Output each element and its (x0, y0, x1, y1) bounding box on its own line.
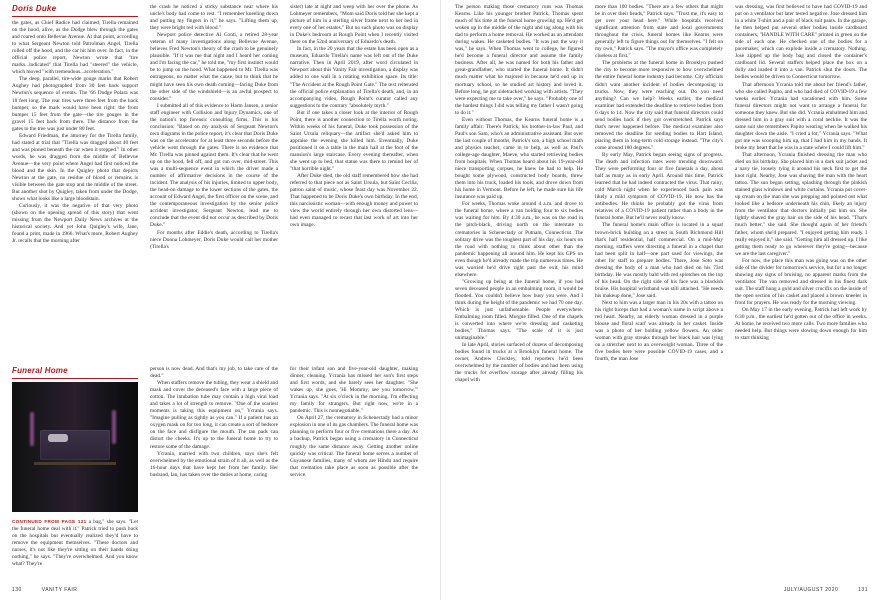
right-col-1 (455, 4, 583, 578)
paragraph: Newport police detective Al Conti, a retired 28-year veteran of many investigations along Bellevue Avenue, believes Fred Newton's theory of the crash to be genuinely plausible. "If it was me that night and I heard her coming and I'm facing the car," he told me, "my first instinct would be to jump on the hood. What happened to Mr. Tirella was outrageous, no matter what the cause, but to think that he might have seen his own death coming—facing Duke from the other side of the windshield—is an awful prospect to consider." (150, 32, 278, 102)
paragraph: Edward Friedman, the attorney for the Tirella family, had stated at trial that "Tirella was dragged about 40 feet and was pinned beneath the car when it stopped." In other words, he was dragged from the middle of Bellevue Avenue—the very point where Angel had first noticed the blood and the skin. In the Quigley photo that depicts Newton at the gate, no residue of blood or remains is visible between the gate stop and the middle of the street. But another shot by Quigley, taken from under the Dodge, shows what looks like a large bloodstain. (12, 132, 138, 203)
light-glow (112, 410, 116, 444)
section-rule (12, 378, 138, 379)
section-rule (12, 16, 138, 17)
paragraph: Next to him was a larger man in his 20s with a tattoo on his right biceps that had a woman's name in script above a red heart. Nearby, an elderly woman dressed in a purple blouse and floral scarf was already in her casket. Inside was a photo of her holding yellow flowers. An older woman with gray streaks through her black hair was lying on a stretcher next to an overweight woman. Three of the five bodies here were possible COVID-19 cases, and a fourth, the man Jose (595, 299, 723, 363)
page-number: 131 (858, 587, 868, 593)
issue-date: JULY/AUGUST 2020 (783, 587, 839, 593)
doris-col-1 (12, 20, 138, 360)
paragraph: The person making those crematory runs was Thomas Kearns. Like his younger brother Patrick, Thomas spent much of his time at the funeral home growing up. He'd get woken up in the middle of the night and tag along with his dad to perform a home removal. He worked as an attendant during wakes. He casketed bodies. "It was just the way it was," he says. When Thomas went to college, he figured he'd become a funeral director and assume the family business. After all, he was named for both his father and great-grandfather, who started the funeral home. It didn't much matter what he majored in because he'd end up in mortuary school, so he studied art history and loved it. Before long, he got sidetracked working with artists. "They were expecting me to take over," he says. "Probably one of the hardest things I did was telling my father I wasn't going to do it." (455, 4, 583, 116)
paragraph: for their infant son and five-year-old daughter, making dinner, cleaning. Ycrania has missed her son's first steps and first words, and she barely sees her daughter. "She wakes up, she goes, 'Hi Mommy, see you tomorrow,'" Ycrania says. "At six o'clock in the morning. I'm effecting my family for strangers. But right now, we're in a pandemic. This is nonnegotiable." (290, 366, 418, 415)
paragraph: For weeks, Thomas woke around 4 a.m. and drove to the funeral home, where a van holding four to six bodies was waiting for him. By 4:30 a.m., he was on the road in the pitch-black, driving north on the interstate to crematories in Schenectady or Putnam, Connecticut. The solitary drive was the toughest part of his day, six hours on the road with nothing to think about other than the pandemic happening all around him. He kept his GPS on even though he'd already made the trip numerous times. He was worried he'd drive right past the exit, his mind elsewhere. (455, 201, 583, 278)
right-col-3 (735, 4, 867, 578)
paragraph: The problems at the funeral home in Brooklyn pushed the city to become more responsive to how overwhelmed the entire funeral home industry had become. City officials didn't want another incident of bodies decomposing in trucks. Now, they were reaching out. Do you need anything? Can we help? Weeks earlier, the medical examiner had extended the deadline to retrieve bodies from 6 days to 14. Now the city said that funeral directors could send bodies back if they got overstretched. Patrick says that's never happened before. The medical examiner also removed the deadline for sending bodies to Hart Island, placing them in long-term cold storage instead. "The city's come around 180 degrees." (595, 60, 723, 151)
paragraph-text: "Let the funeral home deal with it." Patrick tried to push back on the hospitals but eventually realized they'd have to remove the equipment themselves. "These doctors and nurses, it's not like they're sitting on their hands doing nothing," he says. "They're overwhelmed. And you know what? They're (12, 519, 138, 568)
paragraph: For months after Eddie's death, according to Tirella's niece Donna Lohmeyer, Doris Duke would call her mother (Tirella's (150, 229, 278, 250)
paragraph: In late April, stories surfaced of dozens of decomposing bodies found in trucks at a Brooklyn funeral home. The owner, Andrew Cleckley, told reporters he'd been overwhelmed by the number of bodies and had been using the trucks for overflow storage after already filling his chapel with (455, 342, 583, 384)
paragraph: more than 100 bodies. "There are a few others that might be in over their heads," Patrick says. "Trust me, it's easy to get over your head here." While hospitals received significant attention from state and local governments throughout the crisis, funeral homes like Kearns were generally left to figure things out for themselves. "I felt on my own," Patrick says. "The mayor's office was completely clueless at first." (595, 4, 723, 60)
paragraph: Even without Thomas, the Kearns funeral home is a family affair: There's Patrick, his brother-in-law Paul, and Paul's son Sam, who's an administrative assistant. But over the last couple of months, Patrick's son, a high school math and physics teacher, came in to help, as well as Paul's college-age daughter, Maeve, who started retrieving bodies from hospitals. When Thomas heard about his 19-year-old niece transporting corpses, he knew he had to help. He bought some plywood, constructed body boards, threw them into his truck, loaded his tools, and drove down from his home in Vermont. Before he left, he made sure his life insurance was paid up. (455, 116, 583, 201)
left-folio (12, 587, 77, 593)
paragraph: Curiously, it was the negative of that very photo (shown on the opening spread of this story) that went missing from the Newport Daily News archives at the historical society. And yet John Quigley's wife, Jane, found a print, made in 1966. What's more, Robert Aughey Jr. recalls that the morning after (12, 203, 138, 245)
continued-from-label: CONTINUED FROM PAGE 121 (12, 519, 87, 524)
paragraph: That afternoon Ycrania told me about her friend's father, who she called Papito, and who had died of COVID-19 a few weeks earlier. Ycrania had vacationed with him. Some funeral directors might not want to arrange a funeral for someone they knew. But she did. Ycrania embalmed him and dressed him in a gray suit with a coral necktie. It was the same suit she remembers Papito wearing when he walked his daughter down the aisle. "I cried a lot," Ycrania says. "What got me was scooping him up, that I had him in my hands. It broke my heart that he was in a state where I could lift him." (735, 81, 867, 151)
pillow-shape (48, 434, 68, 442)
funeral-col-3 (290, 366, 418, 578)
paragraph: "Growing up being at the funeral home, if you had seven deceased people in an embalming room, it would be flooded. You couldn't believe how busy you were. And I think during the height of the pandemic we had 70 one day. Which is just unfathomable. People everywhere. Embalming room filled. Morgue filled. One of the chapels is converted into where we're dressing and casketing bodies," Thomas says. "The scale of it is just unimaginable." (455, 278, 583, 342)
paragraph: The funeral home's main office is located in a squat brown-brick building on a street in South Richmond Hill that's half residential, half commercial. On a mid-May morning, staffers were directing a funeral in a chapel that had been split in half—one part used for viewings, the other for staff to prepare bodies. There, Jose Soto was dressing the body of a man who had died on his 73rd birthday. He was mostly bald with red splotches on the top of his head. On the right side of his face was a blackish bruise. His hospital wristband was still attached. "He needs his makeup done," Jose said. (595, 222, 723, 299)
right-folio (784, 587, 868, 593)
section-head-doris-duke: Doris Duke (12, 4, 57, 13)
section-head-funeral-home: Funeral Home (12, 366, 68, 375)
paragraph: By early May, Patrick began seeing signs of progress. The death and infection rates were trending downward. They were performing four or five funerals a day, about half as many as in early April. Around this time, Patrick learned that he had indeed contracted the virus. That rainy, cold March night when he experienced back pain was likely a mild symptom of COVID-19. He now has the antibodies. He thinks he probably got the virus from relatives of a COVID-19 patient rather than a body in the funeral home. But he'll never really know. (595, 151, 723, 222)
paragraph: But if one takes a closer look at the interior of Rough Point, there is another connection to Tirella worth noting. Within weeks of his funeral, Duke took possession of the Saint Ursula reliquary—the artifact she'd asked him to appraise the evening she killed him. Eventually, Duke positioned it on a table in the main hall at the foot of the mansion's large staircase. Every evening thereafter, when she went up to bed, that statue was there to remind her of "that horrible night." (290, 109, 418, 173)
funeral-home-photo (12, 382, 138, 512)
right-col-2 (595, 4, 723, 578)
paragraph: Ycrania, married with two children, says she's felt overwhelmed by the emotional strain of it all, as well as the 16-hour days that have kept her from her family. Her husband, Ian, has taken over the duties at home, caring (150, 450, 278, 478)
lead-text: a bag," she says. (88, 519, 127, 525)
paragraph: For now, the place this man was going was on the other side of the divider for tomorrow's service, but for a no longer showing any signs of bruising, no apparent marks from the ventilator. The van removed and dressed in his finest dark suit. The staff hung a gold and silver crucifix on the inside of the open section of his casket and placed a brown kneeler in front for prayers. He was ready for the morning viewing. (735, 257, 867, 306)
paragraph: On April 27, the crematory in Schenectady had a minor explosion in one of its gas chambers. The funeral home was planning to perform four or five cremations there a day. As a backup, Patrick began using a crematory in Connecticut roughly the same distance away. Getting another online quickly was critical. The funeral home serves a number of Guyanese families, many of whom are Hindu and require that cremation take place as soon as possible after the service. (290, 415, 418, 478)
doris-col-2 (150, 4, 278, 360)
paragraph (12, 518, 138, 568)
paragraph: That afternoon, Ycrania finished dressing the man who died on his birthday. She placed him in a dark suit jacket and a navy tie, loosely tying it around his neck first to get the knot right. Nearby, Jose was shaving the man with the heart tattoo. The sun began setting, splashing through the pinkish stained glass windows and white curtains. Ycrania put cover-up cream on the man she was prepping and pointed out what looked like a bedsore underneath his chin, likely an injury from the ventilator that doctors initially put him on. She lightly shaved the gray hair on the side of his head. "That's much better," she said. She thought again of her friend's father, whom she'd prepared. "I enjoyed getting him ready. I really enjoyed it," she said. "Getting him all dressed up. I like getting them ready to go wherever they're going—because we are the last caregiver." (735, 151, 867, 257)
paragraph: the crash he noticed a sticky substance near where his uncle's body had come to rest. "I remember kneeling down and putting my fingers in it," he says. "Lifting them up, they were bright red with blood." (150, 4, 278, 32)
paragraph: I submitted all of this evidence to Harm Jansen, a senior staff engineer with Collision and Injury Dynamics, one of the nation's top forensic consulting firms. This is his conclusion: "Based on my analysis of Sergeant Newton's own diagrams in the police report, it's clear that Doris Duke was on the accelerator for at least three seconds before the vehicle went through the gates. There is no evidence that Mr. Tirella was pinned against them. It's clear that he went up on the hood, fell off, and got run over, mid-street. This was a multi-sequence event in which the driver made a number of affirmative decisions in the course of the incident. The analysis of his injuries, limited to upper body, the head-on damage to the lower sections of the gates, the account of Edward Angel, the first officer on the scene, and the contemporaneous investigation by the senior police accident investigator, Sergeant Newton, lead me to conclude that the event did not occur as described by Doris Duke." (150, 102, 278, 229)
magazine-name: VANITY FAIR (41, 587, 78, 593)
doris-col-3 (290, 4, 418, 360)
paragraph: the gates, as Chief Radice had claimed, Tirella remained on the hood, alive, as the Dodge blew through the gates and roared onto Bellevue Avenue. At that point, according to what Sergeant Newton told Patrolman Angel, Tirella rolled off the hood, and the car hit him over. In fact, in the official police report, Newton wrote that "tire marks...indicated" that Tirella had "steered" the vehicle, which moved "with tremendous...acceleration." (12, 20, 138, 76)
funeral-col-1 (12, 518, 138, 578)
paragraph: On May 17 in the early evening, Patrick had left work by 6:30 p.m., the earliest he'd gotten out of the office in weeks. At home, he received two more calls. Two more families who needed help. But things were slowing down enough for him to start thinking (735, 307, 867, 342)
stand-shape (34, 462, 116, 465)
funeral-col-2 (150, 366, 278, 578)
paragraph: was dressing, was first believed to have had COVID-19 and put on a ventilator but later tested negative. Jose dressed him in a white T-shirt and a pair of black suit pants. In the garage, he then helped put several other bodies inside cardboard containers, "HANDLE WITH CARE" printed in green on the side of each one. He checked one of the bodies for a pacemaker, which can explode inside a crematory. Nothing. Jose zipped up the body bag and closed the container's cardboard lid. Several staffers helped place the box on a dolly and loaded it into a van. Patrick shut the doors. The bodies would be driven to Connecticut tomorrow. (735, 4, 867, 81)
page-number: 130 (12, 587, 22, 593)
paragraph: sister) late at night and weep with her over the phone. As Lohmeyer remembers, "Mom said Doris told her she kept a picture of him in a sterling silver frame next to her bed in every one of her estates." But no such photo was on display in Duke's bedroom at Rough Point when I recently visited there on the 52nd anniversary of Eduardo's death. (290, 4, 418, 46)
paragraph: person is now dead. And that's my job, to take care of the dead." (150, 366, 278, 380)
paragraph: When staffers remove the tubing, they wear a shield and mask and cover the deceased's face with a large piece of cotton. The intubation tube may contain a high viral load and takes a lot of strength to remove. "One of the scariest moments is taking this equipment on," Ycrania says. "Imagine pulling as tightly as you can." If a patient has an oxygen mask on for too long, it can create a sort of bedsore on the face and disfigure the mouth. The tan pads can distort the cheeks. It's up to the funeral home to try to restore some of the damage. (150, 380, 278, 450)
paragraph: In fact, in the 20 years that the estate has been open as a museum, Eduardo Tirella's name was left out of the Duke narrative. Then in April 2019, after word circulated in Newport about this Vanity Fair investigation, a display was added to one wall in a rotating exhibition space. Its title: "The Accident at the Rough Point Gate." The text reiterated the official police explanation of Tirella's death, and, in an accompanying video, Rough Point's curator called any suggestions to the contrary "absolutely myth." (290, 46, 418, 109)
light-glow (30, 412, 34, 446)
paragraph: The deep, parallel, tire-wide gouge marks that Robert Aughey had photographed from 30 feet back support Newton's sequence of events. The '66 Dodge Polara was 18 feet long. The rear tires were three feet from the back bumper, so the mark would have been right: the front bumper 15 feet from the gate—the tire gouges in the gravel 15 feet back from there. The distance from the gates to the tree was just under 80 feet. (12, 76, 138, 132)
right-page (441, 0, 882, 600)
paragraph: After Duke died, the old staff remembered how she had referred to that piece not as Saint Ursula, but Saint Cecilia, patron saint of music, whose feast day was November 22. That happened to be Doris Duke's own birthday. In the end, this narcissistic woman—with enough money and power to view the world entirely through her own distorted lens—had even managed to recast that last work of art into her own image. (290, 173, 418, 229)
